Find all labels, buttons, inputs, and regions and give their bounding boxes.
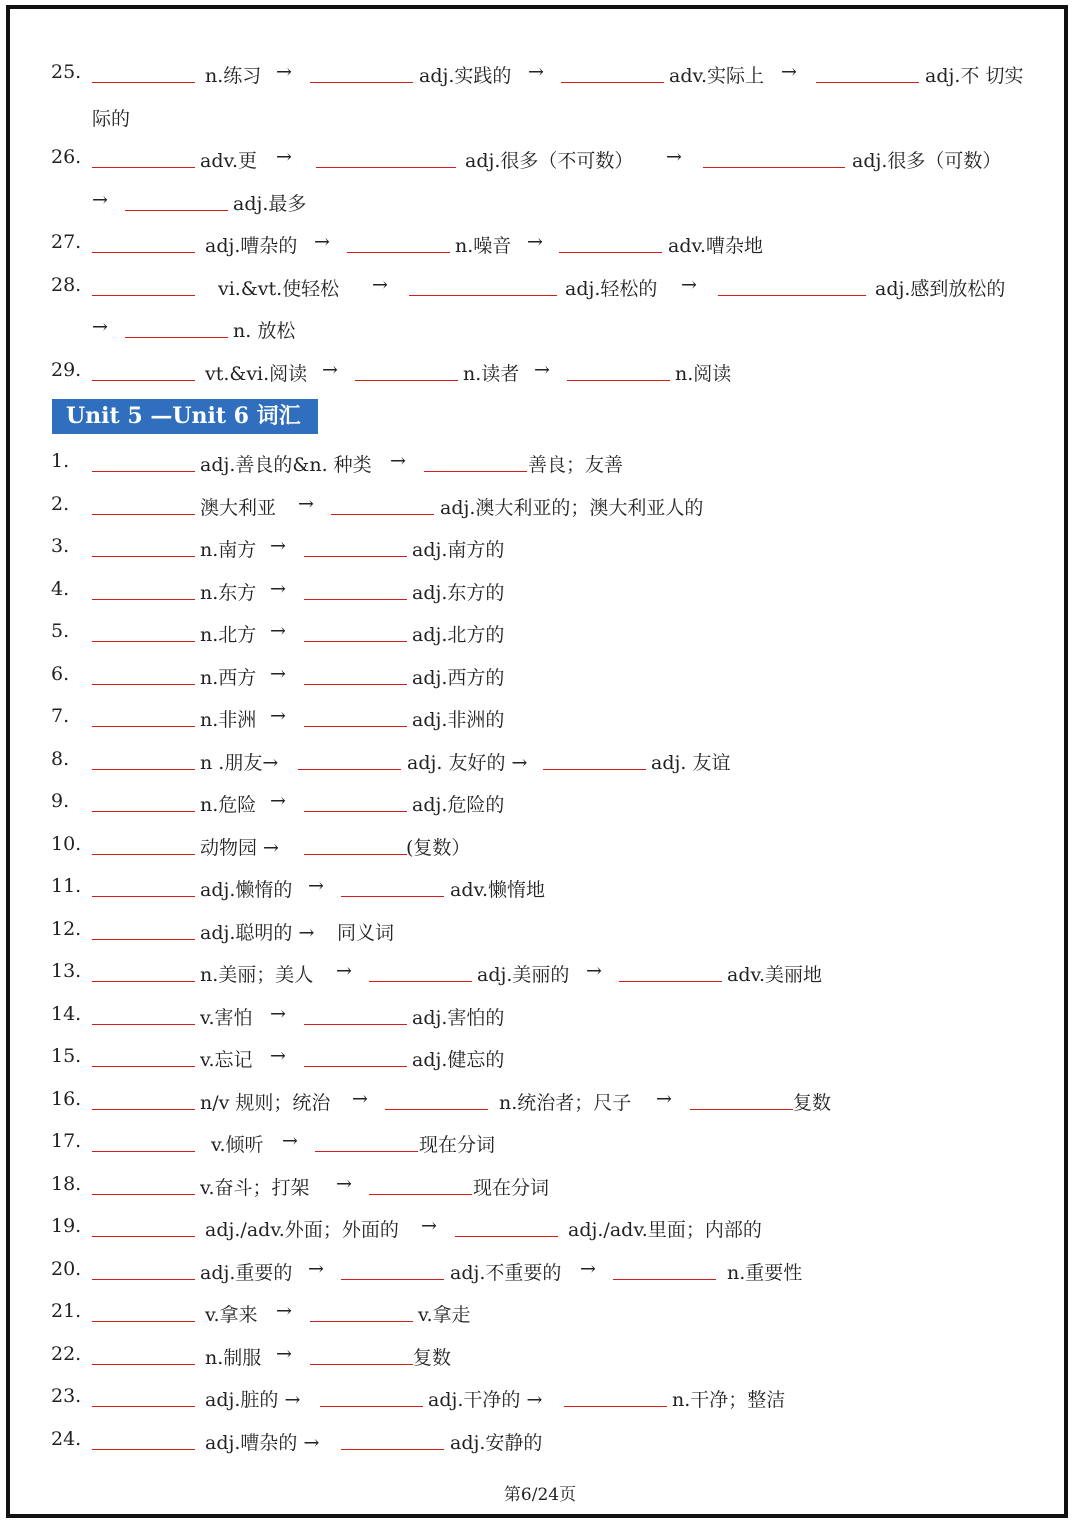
vocab-text: adv.懒惰地	[450, 879, 546, 901]
answer-blank[interactable]	[718, 271, 866, 296]
vocab-text: n.重要性	[727, 1261, 803, 1284]
answer-blank[interactable]	[543, 745, 646, 770]
vocab-text: →	[270, 1002, 286, 1025]
answer-blank[interactable]	[92, 1127, 195, 1152]
vocab-line	[51, 222, 1041, 265]
vocab-text: n.阅读	[675, 362, 732, 385]
item-number: 8.	[51, 747, 70, 770]
answer-blank[interactable]	[92, 490, 195, 515]
answer-blank[interactable]	[409, 271, 557, 296]
vocab-text: →	[276, 146, 292, 168]
answer-blank[interactable]	[347, 228, 450, 253]
answer-blank[interactable]	[92, 228, 195, 253]
vocab-text: →	[270, 705, 286, 727]
item-number: 19.	[51, 1215, 82, 1237]
vocab-text: n/v 规则；统治	[200, 1091, 331, 1114]
vocab-text: 现在分词	[419, 1134, 496, 1156]
item-number: 2.	[51, 492, 70, 515]
answer-blank[interactable]	[369, 1170, 472, 1195]
item-number: 21.	[51, 1300, 82, 1322]
answer-blank[interactable]	[92, 660, 195, 685]
vocab-text: →	[308, 1257, 324, 1280]
vocab-line	[51, 1334, 1041, 1377]
vocab-text: n.西方	[200, 666, 257, 689]
vocab-line	[51, 824, 1041, 867]
answer-blank[interactable]	[304, 575, 407, 600]
item-number: 17.	[51, 1130, 82, 1152]
item-number: 4.	[51, 577, 70, 600]
answer-blank[interactable]	[92, 356, 195, 381]
vocab-text: →	[390, 450, 406, 472]
answer-blank[interactable]	[92, 1340, 195, 1365]
vocab-text: →	[534, 358, 550, 381]
item-number: 18.	[51, 1172, 82, 1195]
vocab-text: →	[276, 1300, 292, 1322]
vocab-text: adj.嘈杂的 →	[205, 1431, 320, 1454]
vocab-text: →	[681, 273, 697, 296]
vocab-line	[51, 1079, 1041, 1122]
vocab-text: adj.危险的	[412, 794, 505, 816]
vocab-text: adj. 友好的 →	[407, 751, 528, 774]
vocab-line	[51, 739, 1041, 782]
vocab-text: n.南方	[200, 539, 257, 561]
vocab-line	[51, 1164, 1041, 1207]
answer-blank[interactable]	[92, 1170, 195, 1195]
answer-blank[interactable]	[369, 957, 472, 982]
vocab-text: n.读者	[463, 362, 520, 385]
answer-blank[interactable]	[304, 787, 407, 812]
vocab-text: adj.轻松的	[565, 277, 658, 300]
item-number: 3.	[51, 535, 70, 557]
item-number: 14.	[51, 1002, 82, 1025]
answer-blank[interactable]	[92, 745, 195, 770]
item-number: 27.	[51, 231, 82, 253]
vocab-text: →	[92, 316, 108, 338]
answer-blank[interactable]	[304, 702, 407, 727]
vocab-text: 复数	[793, 1091, 832, 1114]
answer-blank[interactable]	[320, 1382, 423, 1407]
vocab-line	[51, 180, 1041, 223]
vocab-text: →	[314, 231, 330, 253]
answer-blank[interactable]	[92, 702, 195, 727]
vocab-text: adj.重要的	[200, 1261, 293, 1284]
vocab-text: →	[421, 1215, 437, 1237]
vocab-text: adv.嘈杂地	[668, 235, 764, 257]
vocab-line	[51, 95, 1041, 138]
vocab-text: →	[781, 61, 797, 83]
vocab-text: n. 放松	[233, 320, 296, 342]
vocab-text: n.非洲	[200, 709, 257, 731]
vocab-text: →	[270, 662, 286, 685]
vocab-text: →	[656, 1087, 672, 1110]
vocab-line	[51, 654, 1041, 697]
vocab-text: adj.善良的&n. 种类	[200, 454, 372, 476]
item-number: 24.	[51, 1427, 82, 1450]
vocab-text: n.东方	[200, 581, 257, 604]
vocab-text: →	[352, 1087, 368, 1110]
answer-blank[interactable]	[561, 58, 664, 83]
answer-blank[interactable]	[619, 957, 722, 982]
vocab-line	[51, 781, 1041, 824]
item-number: 10.	[51, 832, 82, 855]
vocab-line	[51, 307, 1041, 350]
vocab-text: adj.很多（可数）	[852, 150, 1002, 172]
answer-blank[interactable]	[331, 490, 434, 515]
vocab-text: adj.非洲的	[412, 709, 505, 731]
answer-blank[interactable]	[92, 143, 195, 168]
item-number: 25.	[51, 61, 82, 83]
item-number: 26.	[51, 146, 82, 168]
vocab-text: 善良；友善	[528, 454, 624, 476]
vocab-text: v.害怕	[200, 1006, 253, 1029]
answer-blank[interactable]	[816, 58, 919, 83]
answer-blank[interactable]	[92, 58, 195, 83]
vocab-line	[51, 350, 1041, 393]
item-number: 5.	[51, 620, 70, 642]
vocab-line	[51, 1121, 1041, 1164]
answer-blank[interactable]	[315, 1127, 418, 1152]
vocab-text: →	[282, 1130, 298, 1152]
vocab-text: →	[270, 577, 286, 600]
answer-blank[interactable]	[92, 1212, 195, 1237]
vocab-text: 际的	[92, 107, 131, 130]
answer-blank[interactable]	[310, 1340, 413, 1365]
vocab-line	[51, 1419, 1041, 1462]
vocab-text: adj.懒惰的	[200, 879, 293, 901]
answer-blank[interactable]	[613, 1255, 716, 1280]
item-number: 6.	[51, 662, 70, 685]
answer-blank[interactable]	[341, 872, 444, 897]
vocab-text: 现在分词	[473, 1176, 550, 1199]
answer-blank[interactable]	[92, 1085, 195, 1110]
vocab-text: n.北方	[200, 624, 257, 646]
vocab-line	[51, 866, 1041, 909]
vocab-line	[51, 611, 1041, 654]
answer-blank[interactable]	[567, 356, 670, 381]
answer-blank[interactable]	[92, 1000, 195, 1025]
vocab-text: adj./adv.里面；内部的	[568, 1219, 762, 1241]
vocab-text: →	[276, 1342, 292, 1365]
vocab-line	[51, 1376, 1041, 1419]
answer-blank[interactable]	[92, 1255, 195, 1280]
vocab-text: adj.西方的	[412, 666, 505, 689]
vocab-text: v.拿来	[205, 1304, 258, 1326]
item-number: 16.	[51, 1087, 82, 1110]
vocab-text: v.忘记	[200, 1049, 253, 1071]
vocab-text: adv.实际上	[669, 65, 765, 87]
answer-blank[interactable]	[341, 1425, 444, 1450]
vocab-line	[51, 1249, 1041, 1292]
vocab-line	[51, 569, 1041, 612]
answer-blank[interactable]	[304, 532, 407, 557]
answer-blank[interactable]	[385, 1085, 488, 1110]
answer-blank[interactable]	[92, 447, 195, 472]
vocab-text: 澳大利亚	[200, 496, 277, 519]
answer-blank[interactable]	[125, 186, 228, 211]
answer-blank[interactable]	[92, 575, 195, 600]
answer-blank[interactable]	[355, 356, 458, 381]
vocab-text: →	[336, 960, 352, 982]
answer-blank[interactable]	[304, 660, 407, 685]
section-heading-box	[51, 392, 1041, 441]
vocab-text: adj.不 切实	[925, 65, 1024, 87]
item-number: 20.	[51, 1257, 82, 1280]
answer-blank[interactable]	[304, 830, 407, 855]
answer-blank[interactable]	[690, 1085, 793, 1110]
vocab-text: adj.最多	[233, 192, 307, 215]
vocab-text: →	[298, 492, 314, 515]
vocab-text: adj.北方的	[412, 624, 505, 646]
vocab-text: adv.更	[200, 150, 258, 172]
vocab-text: adj.安静的	[450, 1431, 543, 1454]
vocab-line	[51, 265, 1041, 308]
item-number: 12.	[51, 917, 82, 940]
answer-blank[interactable]	[92, 872, 195, 897]
vocab-text: 动物园 →	[200, 836, 279, 859]
vocab-text: adj.健忘的	[412, 1049, 505, 1071]
vocab-text: 同义词	[337, 921, 395, 944]
vocab-text: n.统治者；尺子	[499, 1091, 632, 1114]
answer-blank[interactable]	[559, 228, 662, 253]
answer-blank[interactable]	[424, 447, 527, 472]
answer-blank[interactable]	[310, 58, 413, 83]
answer-blank[interactable]	[304, 1000, 407, 1025]
vocab-text: adj.感到放松的	[875, 277, 1006, 300]
vocab-text: v.拿走	[418, 1304, 471, 1326]
answer-blank[interactable]	[92, 787, 195, 812]
section-heading: Unit 5 —Unit 6 词汇	[52, 399, 318, 434]
vocab-text: adj. 友谊	[651, 751, 731, 774]
item-number: 23.	[51, 1385, 82, 1407]
vocab-line	[51, 909, 1041, 952]
vocab-text: n.美丽；美人	[200, 964, 314, 986]
answer-blank[interactable]	[310, 1297, 413, 1322]
answer-blank[interactable]	[92, 617, 195, 642]
vocab-text: adj.嘈杂的	[205, 235, 298, 257]
item-number: 11.	[51, 875, 82, 897]
vocab-line	[51, 484, 1041, 527]
answer-blank[interactable]	[298, 745, 401, 770]
vocab-text: adj.脏的 →	[205, 1389, 301, 1411]
vocab-text: vt.&vi.阅读	[205, 362, 308, 385]
answer-blank[interactable]	[92, 915, 195, 940]
item-number: 22.	[51, 1342, 82, 1365]
vocab-text: n .朋友→	[200, 751, 279, 774]
vocab-text: adv.美丽地	[727, 964, 823, 986]
vocab-line	[51, 951, 1041, 994]
answer-blank[interactable]	[564, 1382, 667, 1407]
vocab-text: →	[270, 535, 286, 557]
vocab-line	[51, 1291, 1041, 1334]
vocab-text: adj.南方的	[412, 539, 505, 561]
answer-blank[interactable]	[92, 1297, 195, 1322]
vocab-text: →	[528, 61, 544, 83]
vocab-text: →	[336, 1172, 352, 1195]
vocab-text: adj.聪明的 →	[200, 921, 315, 944]
vocab-text: →	[322, 358, 338, 381]
vocab-text: →	[580, 1257, 596, 1280]
vocab-line	[51, 526, 1041, 569]
vocab-line	[51, 52, 1041, 95]
item-number: 7.	[51, 705, 70, 727]
answer-blank[interactable]	[92, 271, 195, 296]
answer-blank[interactable]	[92, 1382, 195, 1407]
vocab-line	[51, 1036, 1041, 1079]
vocab-line	[51, 1206, 1041, 1249]
vocab-text: (复数）	[406, 836, 471, 859]
vocab-text: n.练习	[205, 65, 262, 87]
vocab-text: adj.干净的 →	[428, 1389, 543, 1411]
vocab-text: 复数	[413, 1346, 452, 1369]
vocab-text: →	[527, 231, 543, 253]
vocab-text: adj.实践的	[419, 65, 512, 87]
vocab-text: →	[270, 1045, 286, 1067]
vocab-text: →	[308, 875, 324, 897]
vocab-text: →	[270, 790, 286, 812]
vocab-line	[51, 137, 1041, 180]
answer-blank[interactable]	[92, 1425, 195, 1450]
vocab-line	[51, 441, 1041, 484]
vocab-text: →	[270, 620, 286, 642]
vocab-text: adj./adv.外面；外面的	[205, 1219, 399, 1241]
answer-blank[interactable]	[92, 957, 195, 982]
item-number: 9.	[51, 790, 70, 812]
vocab-text: →	[372, 273, 388, 296]
vocab-text: adj.澳大利亚的；澳大利亚人的	[440, 496, 704, 519]
vocab-text: vi.&vt.使轻松	[218, 277, 340, 300]
vocab-line	[51, 696, 1041, 739]
vocab-text: →	[666, 146, 682, 168]
answer-blank[interactable]	[304, 1042, 407, 1067]
answer-blank[interactable]	[455, 1212, 558, 1237]
vocab-text: v.奋斗；打架	[200, 1176, 310, 1199]
vocab-text: n.噪音	[455, 235, 512, 257]
answer-blank[interactable]	[92, 830, 195, 855]
vocab-text: adj.东方的	[412, 581, 505, 604]
vocab-text: n.制服	[205, 1346, 262, 1369]
answer-blank[interactable]	[341, 1255, 444, 1280]
vocab-line	[51, 994, 1041, 1037]
answer-blank[interactable]	[92, 532, 195, 557]
vocab-text: n.危险	[200, 794, 257, 816]
vocab-text: n.干净；整洁	[672, 1389, 786, 1411]
item-number: 28.	[51, 273, 82, 296]
vocab-text: v.倾听	[211, 1134, 264, 1156]
item-number: 13.	[51, 960, 82, 982]
answer-blank[interactable]	[304, 617, 407, 642]
vocab-text: →	[586, 960, 602, 982]
item-number: 1.	[51, 450, 70, 472]
answer-blank[interactable]	[92, 1042, 195, 1067]
vocab-text: adj.美丽的	[477, 964, 570, 986]
answer-blank[interactable]	[703, 143, 845, 168]
vocab-text: →	[92, 188, 108, 211]
vocab-text: adj.不重要的	[450, 1261, 562, 1284]
item-number: 15.	[51, 1045, 82, 1067]
answer-blank[interactable]	[125, 313, 228, 338]
page-number: 第6/24页	[503, 1485, 577, 1505]
vocab-text: adj.很多（不可数）	[465, 150, 634, 172]
vocab-text: →	[276, 61, 292, 83]
worksheet-body	[51, 52, 1041, 1461]
item-number: 29.	[51, 358, 82, 381]
answer-blank[interactable]	[316, 143, 456, 168]
vocab-text: adj.害怕的	[412, 1006, 505, 1029]
